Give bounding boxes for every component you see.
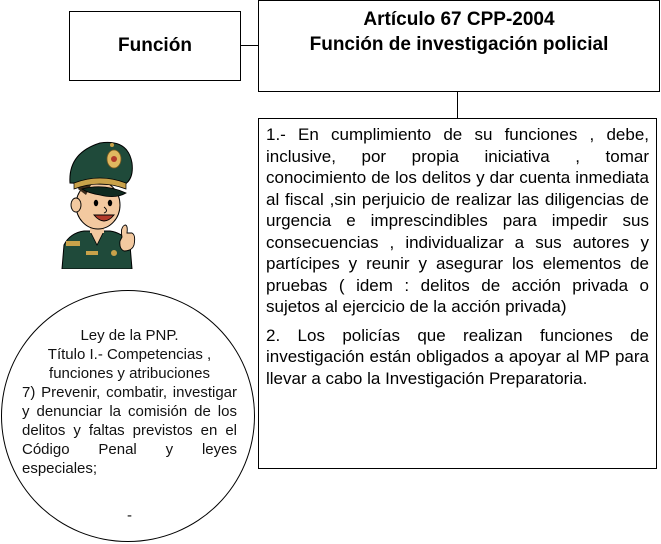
pnp-law-item-7: 7) Prevenir, combatir, investigar y denunciar la comisión de los delitos y faltas previstos en el Código Penal y leyes especiales; — [22, 384, 237, 477]
content-paragraph-2: 2. Los policías que realizan funciones de investigación están obligados a apoyar al MP para llevar a cabo la Investigación Preparatoria. — [266, 325, 649, 388]
article-content-box — [258, 118, 657, 469]
article-title-line2: Función de investigación policial — [309, 34, 609, 55]
function-box — [69, 11, 241, 81]
pnp-law-title: Ley de la PNP. — [80, 327, 179, 344]
article-title-box — [258, 0, 660, 92]
connector-horizontal — [241, 45, 258, 46]
police-officer-illustration — [56, 133, 138, 269]
article-title-line1: Artículo 67 CPP-2004 — [363, 9, 555, 30]
content-paragraph-1: 1.- En cumplimiento de su funciones , debe, inclusive, por propia iniciativa , tomar conocimiento de los delitos y dar cuenta inmediata al fiscal ,sin perjuicio de realizar las diligencias de urgencia e imprescindibles para impedir sus consecuencias , individualizar a sus autores y partícipes y reunir y asegurar los elementos de pruebas ( idem : delitos de acción privada o sujetos al ejercicio de la acción privada) — [266, 125, 649, 316]
pnp-law-text — [22, 326, 237, 525]
pnp-law-subsection: funciones y atribuciones — [49, 365, 210, 382]
connector-vertical — [457, 92, 458, 119]
function-label: Función — [118, 35, 192, 56]
pnp-law-dash: - — [127, 507, 132, 524]
pnp-law-section: Título I.- Competencias , — [47, 346, 212, 363]
pnp-law-circle — [1, 290, 255, 542]
